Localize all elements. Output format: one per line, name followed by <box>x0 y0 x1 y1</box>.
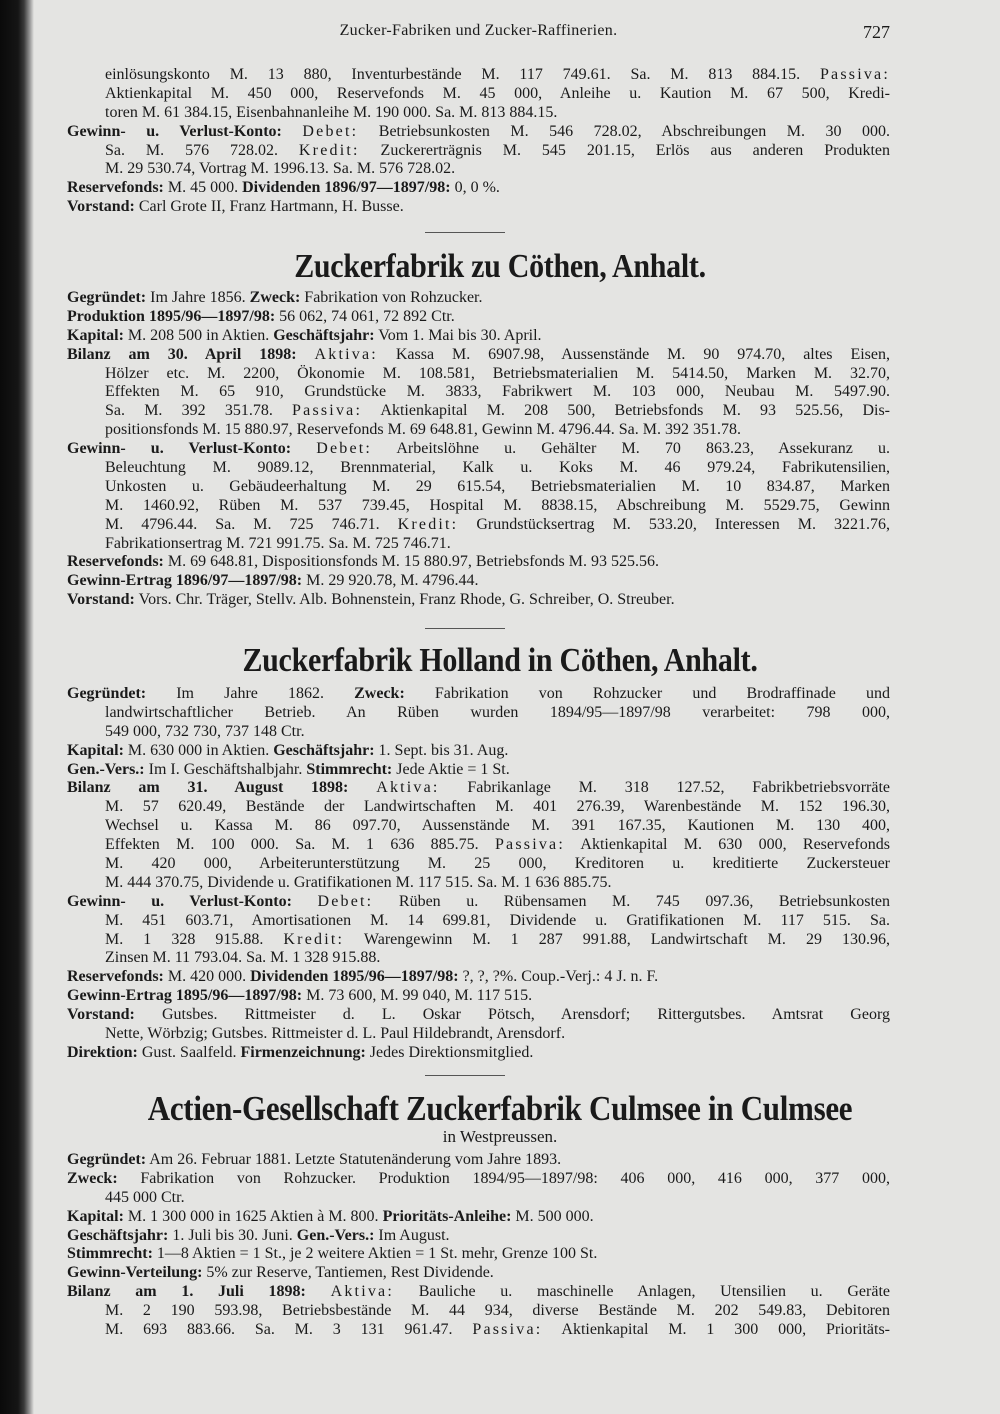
text-segment <box>291 440 316 457</box>
text-line <box>105 912 890 931</box>
page-header <box>67 22 890 42</box>
spaced-heading: Debet: <box>317 892 374 910</box>
entry-continuation-body <box>67 66 890 217</box>
entry-title: Actien-Gesellschaft Zuckerfabrik Culmsee in Culmsee <box>147 1088 853 1129</box>
text-line <box>105 497 890 516</box>
field-label: Dividenden 1895/96—1897/98: <box>250 968 459 986</box>
field-label: Gegründet: <box>67 685 147 702</box>
text-segment: einlösungskonto M. 13 880, Inventurbestände M. 117 749.61. Sa. M. 813 884.15. <box>105 66 820 83</box>
field-label: Geschäftsjahr: <box>67 1226 169 1244</box>
entry-body <box>67 1151 890 1340</box>
text-segment: Sa. M. 576 728.02. <box>105 141 299 159</box>
spaced-heading: Debet: <box>316 440 373 458</box>
text-segment: Gutsbes. Rittmeister d. L. Oskar Pötsch, Arensdorf; Rittergutsbes. Amtsrat Georg <box>134 1006 890 1024</box>
text-segment: Jedes Direktionsmitglied. <box>365 1043 534 1061</box>
field-label: Dividenden 1896/97—1897/98: <box>242 179 451 197</box>
text-line <box>105 104 890 123</box>
field-label: Gen.-Vers.: <box>67 760 145 778</box>
field-label: Bilanz am 30. April 1898: <box>67 345 297 363</box>
text-segment: Grundstücksertrag M. 533.20, Interessen M. 3221.76, <box>458 515 891 533</box>
text-line <box>67 572 890 591</box>
text-segment: Carl Grote II, Franz Hartmann, H. Busse. <box>134 198 404 216</box>
field-label: Kapital: <box>67 1207 124 1225</box>
text-segment: Vors. Chr. Träger, Stellv. Alb. Bohnenstein, Franz Rhode, G. Schreiber, O. Streuber. <box>134 591 675 609</box>
field-label: Produktion 1895/96—1897/98: <box>67 307 276 325</box>
text-line <box>105 516 890 535</box>
field-label: Zweck: <box>249 289 301 306</box>
text-segment: M. 73 600, M. 99 040, M. 117 515. <box>302 987 533 1005</box>
section-divider <box>425 232 505 233</box>
text-line <box>105 478 890 497</box>
text-line <box>105 383 890 402</box>
field-label: Zweck: <box>67 1169 118 1187</box>
text-line <box>105 402 890 421</box>
text-segment: Im August. <box>374 1226 450 1244</box>
field-label: Reservefonds: <box>67 968 164 986</box>
text-segment: Aktienkapital M. 630 000, Reservefonds <box>564 836 890 854</box>
text-segment: M. 1 328 915.88. <box>105 930 284 948</box>
spaced-heading: Kredit: <box>298 141 360 159</box>
text-line <box>105 949 890 968</box>
text-segment: Nette, Wörbzig; Gutsbes. Rittmeister d. L. Paul Hildebrandt, Arensdorf. <box>105 1025 566 1043</box>
text-segment: 1. Sept. bis 31. Aug. <box>374 741 509 759</box>
text-line <box>105 1025 890 1044</box>
text-segment: Sa. M. 392 351.78. <box>105 402 293 420</box>
text-segment: Hölzer etc. M. 2200, Ökonomie M. 108.581, Betriebsmaterialien M. 5414.50, Marken M. 32.70, <box>105 364 890 382</box>
book-binding-edge <box>0 0 34 1414</box>
text-segment: M. 693 883.66. Sa. M. 3 131 961.47. <box>105 1321 473 1339</box>
text-line <box>67 179 890 198</box>
text-segment: 1. Juli bis 30. Juni. <box>168 1226 297 1244</box>
text-segment: Fabrikation von Rohzucker und Brodraffinade und <box>404 685 891 702</box>
text-segment <box>282 123 303 140</box>
text-line <box>67 1227 890 1246</box>
text-line <box>67 893 890 912</box>
text-segment: ?, ?, ?%. Coup.-Verj.: 4 J. n. F. <box>458 968 659 986</box>
text-segment: Vom 1. Mai bis 30. April. <box>374 326 542 344</box>
page-number: 727 <box>863 22 890 42</box>
text-segment: 445 000 Ctr. <box>105 1188 185 1206</box>
text-line <box>67 327 890 346</box>
text-segment: Unkosten u. Gebäudeerhaltung M. 29 615.54, Betriebsmaterialien M. 10 834.87, Marken <box>105 477 890 495</box>
text-segment: 1—8 Aktien = 1 St., je 2 weitere Aktien = 1 St. mehr, Grenze 100 St. <box>152 1245 598 1263</box>
text-line <box>67 779 890 798</box>
text-line <box>105 535 890 554</box>
field-label: Bilanz am 1. Juli 1898: <box>67 1283 306 1301</box>
text-segment: Zuckererträgnis M. 545 201.15, Erlös aus anderen Produkten <box>359 141 890 159</box>
text-segment: Fabrikation von Rohzucker. <box>300 289 483 306</box>
text-line <box>67 1170 890 1189</box>
field-label: Geschäftsjahr: <box>273 741 375 759</box>
text-segment: Im Jahre 1862. <box>146 685 355 702</box>
field-label: Gewinn-Ertrag 1895/96—1897/98: <box>67 987 303 1005</box>
text-line <box>67 1283 890 1302</box>
text-segment: Aktienkapital M. 208 500, Betriebsfonds M. 93 525.56, Dis- <box>362 402 890 420</box>
text-line <box>67 1044 890 1063</box>
text-segment: M. 444 370.75, Dividende u. Gratifikationen M. 117 515. Sa. M. 1 636 885.75. <box>105 873 612 891</box>
field-label: Kapital: <box>67 741 124 759</box>
text-line <box>67 761 890 780</box>
text-line <box>67 1151 890 1170</box>
field-label: Kapital: <box>67 326 124 344</box>
text-line <box>67 198 890 217</box>
text-line <box>67 1208 890 1227</box>
text-segment: Wechsel u. Kassa M. 86 097.70, Aussenstände M. 391 167.35, Kautionen M. 130 400, <box>105 817 890 835</box>
text-segment: Kassa M. 6907.98, Aussenstände M. 90 974.70, altes Eisen, <box>377 345 891 363</box>
text-line <box>105 836 890 855</box>
field-label: Gewinn- u. Verlust-Konto: <box>67 892 292 910</box>
text-line <box>67 591 890 610</box>
text-segment: M. 420 000, Arbeiterunterstützung M. 25 000, Kreditoren u. kreditierte Zuckersteuer <box>105 855 890 873</box>
text-line <box>105 365 890 384</box>
text-line <box>105 1321 890 1340</box>
text-segment: Am 26. Februar 1881. Letzte Statutenänderung vom Jahre 1893. <box>146 1151 562 1168</box>
field-label: Gegründet: <box>67 1151 147 1168</box>
field-label: Stimmrecht: <box>67 1245 153 1263</box>
section-divider <box>425 1075 505 1076</box>
text-line <box>67 440 890 459</box>
text-segment: Rüben u. Rübensamen M. 745 097.36, Betriebsunkosten <box>373 892 891 910</box>
text-segment: Zinsen M. 11 793.04. Sa. M. 1 328 915.88. <box>105 949 381 967</box>
text-segment <box>306 1283 331 1300</box>
field-label: Zweck: <box>354 685 405 702</box>
text-segment: 5% zur Reserve, Tantiemen, Rest Dividende. <box>202 1264 494 1282</box>
text-line <box>105 1189 890 1208</box>
text-segment: Effekten M. 65 910, Grundstücke M. 3833, Fabrikwert M. 103 000, Neubau M. 5497.90. <box>105 383 890 401</box>
field-label: Firmenzeichnung: <box>240 1043 366 1061</box>
text-segment: M. 1 300 000 in 1625 Aktien à M. 800. <box>123 1207 383 1225</box>
text-segment: Im I. Geschäftshalbjahr. <box>144 760 307 778</box>
field-label: Direktion: <box>67 1043 138 1061</box>
text-segment: Betriebsunkosten M. 546 728.02, Abschreibungen M. 30 000. <box>358 122 891 140</box>
text-segment: M. 208 500 in Aktien. <box>123 326 274 344</box>
field-label: Vorstand: <box>67 198 135 216</box>
field-label: Gewinn- u. Verlust-Konto: <box>67 122 282 140</box>
text-line <box>105 874 890 893</box>
field-label: Vorstand: <box>67 1006 135 1024</box>
spaced-heading: Kredit: <box>283 930 345 948</box>
spaced-heading: Passiva: <box>819 66 890 83</box>
spaced-heading: Passiva: <box>292 402 363 420</box>
text-line <box>105 931 890 950</box>
text-segment: Warengewinn M. 1 287 991.88, Landwirtschaft M. 29 130.96, <box>344 930 890 948</box>
text-segment: 56 062, 74 061, 72 892 Ctr. <box>275 307 455 325</box>
text-line <box>105 798 890 817</box>
text-line <box>105 142 890 161</box>
text-segment: Gust. Saalfeld. <box>137 1043 241 1061</box>
text-segment: M. 57 620.49, Bestände der Landwirtschaften M. 401 276.39, Warenbestände M. 152 196.30, <box>105 798 890 816</box>
text-line <box>67 968 890 987</box>
entry-title: Zuckerfabrik Holland in Cöthen, Anhalt. <box>242 641 758 679</box>
text-segment: M. 630 000 in Aktien. <box>123 741 274 759</box>
text-segment: M. 69 648.81, Dispositionsfonds M. 15 880.97, Betriebsfonds M. 93 525.56. <box>163 553 659 571</box>
text-segment: landwirtschaftlicher Betrieb. An Rüben wurden 1894/95—1897/98 verarbeitet: 798 000, <box>105 703 890 721</box>
text-segment: Jede Aktie = 1 St. <box>392 760 510 778</box>
text-segment: M. 500 000. <box>511 1207 594 1225</box>
text-segment: M. 451 603.71, Amortisationen M. 14 699.81, Dividende u. Gratifikationen M. 117 515. Sa. <box>105 911 890 929</box>
text-segment: Im Jahre 1856. <box>146 289 250 306</box>
text-segment <box>348 779 376 796</box>
text-line <box>67 123 890 142</box>
text-segment: Beleuchtung M. 9089.12, Brennmaterial, Kalk u. Koks M. 46 979.24, Fabrikutensilien, <box>105 459 890 477</box>
spaced-heading: Aktiva: <box>330 1283 394 1301</box>
text-line <box>67 685 890 704</box>
spaced-heading: Debet: <box>302 122 359 140</box>
text-line <box>67 1264 890 1283</box>
field-label: Gewinn-Verteilung: <box>67 1264 203 1282</box>
text-line <box>67 553 890 572</box>
text-line <box>67 1006 890 1025</box>
text-line <box>105 160 890 179</box>
text-line <box>67 742 890 761</box>
field-label: Reservefonds: <box>67 553 164 571</box>
text-line <box>67 289 890 308</box>
text-segment: Arbeitslöhne u. Gehälter M. 70 863.23, Assekuranz u. <box>372 440 891 458</box>
text-segment <box>292 893 318 910</box>
text-line <box>105 817 890 836</box>
text-segment: M. 4796.44. Sa. M. 725 746.71. <box>105 515 398 533</box>
text-line <box>67 346 890 365</box>
text-segment: M. 45 000. <box>163 179 243 197</box>
running-title: Zucker-Fabriken und Zucker-Raffinerien. <box>339 22 618 39</box>
text-segment: Fabrikanlage M. 318 127.52, Fabrikbetriebsvorräte <box>439 779 890 797</box>
text-line <box>67 1245 890 1264</box>
text-line <box>105 66 890 85</box>
text-segment: 0, 0 %. <box>450 179 500 197</box>
text-line <box>105 855 890 874</box>
text-line <box>67 987 890 1006</box>
text-segment: positionsfonds M. 15 880.97, Reservefonds M. 69 648.81, Gewinn M. 4796.44. Sa. M. 392 351.78. <box>105 421 741 439</box>
text-segment: Fabrikation von Rohzucker. Produktion 1894/95—1897/98: 406 000, 416 000, 377 000, <box>117 1169 890 1187</box>
field-label: Reservefonds: <box>67 179 164 197</box>
field-label: Gewinn- u. Verlust-Konto: <box>67 440 292 458</box>
entry-subtitle: in Westpreussen. <box>442 1127 558 1146</box>
field-label: Bilanz am 31. August 1898: <box>67 779 349 797</box>
spaced-heading: Kredit: <box>397 515 459 533</box>
text-line <box>105 1302 890 1321</box>
text-segment: Aktienkapital M. 1 300 000, Prioritäts- <box>542 1321 891 1339</box>
spaced-heading: Aktiva: <box>314 345 378 363</box>
text-line <box>105 704 890 723</box>
text-line <box>105 85 890 104</box>
field-label: Gegründet: <box>67 289 147 306</box>
text-segment: M. 1460.92, Rüben M. 537 739.45, Hospital M. 8838.15, Abschreibung M. 5529.75, Gewinn <box>105 496 890 514</box>
text-segment: Aktienkapital M. 450 000, Reservefonds M. 45 000, Anleihe u. Kaution M. 67 500, Kredi- <box>105 84 890 102</box>
field-label: Vorstand: <box>67 591 135 609</box>
text-line <box>105 459 890 478</box>
field-label: Prioritäts-Anleihe: <box>382 1207 512 1225</box>
text-line <box>105 723 890 742</box>
entry-body <box>67 289 890 610</box>
field-label: Gen.-Vers.: <box>296 1226 375 1244</box>
text-segment: M. 29 530.74, Vortrag M. 1996.13. Sa. M. 576 728.02. <box>105 160 456 178</box>
text-segment: M. 2 190 593.98, Betriebsbestände M. 44 934, diverse Bestände M. 202 549.83, Debitoren <box>105 1302 890 1320</box>
text-segment: toren M. 61 384.15, Eisenbahnanleihe M. 190 000. Sa. M. 813 884.15. <box>105 103 558 121</box>
text-line <box>105 421 890 440</box>
section-divider <box>425 628 505 629</box>
text-segment: Effekten M. 100 000. Sa. M. 1 636 885.75. <box>105 836 495 854</box>
field-label: Gewinn-Ertrag 1896/97—1897/98: <box>67 572 303 590</box>
text-line <box>67 308 890 327</box>
field-label: Stimmrecht: <box>306 760 393 778</box>
spaced-heading: Passiva: <box>472 1321 543 1339</box>
text-segment: Fabrikationsertrag M. 721 991.75. Sa. M. 725 746.71. <box>105 534 451 552</box>
spaced-heading: Aktiva: <box>376 779 440 797</box>
text-segment: M. 29 920.78, M. 4796.44. <box>302 572 479 590</box>
text-segment <box>297 346 315 363</box>
entry-title: Zuckerfabrik zu Cöthen, Anhalt. <box>294 247 706 285</box>
spaced-heading: Passiva: <box>494 836 565 854</box>
text-segment: M. 420 000. <box>163 968 251 986</box>
text-segment: Bauliche u. maschinelle Anlagen, Utensilien u. Geräte <box>394 1283 891 1301</box>
text-segment: 549 000, 732 730, 737 148 Ctr. <box>105 722 305 740</box>
entry-body <box>67 685 890 1063</box>
field-label: Geschäftsjahr: <box>273 326 375 344</box>
